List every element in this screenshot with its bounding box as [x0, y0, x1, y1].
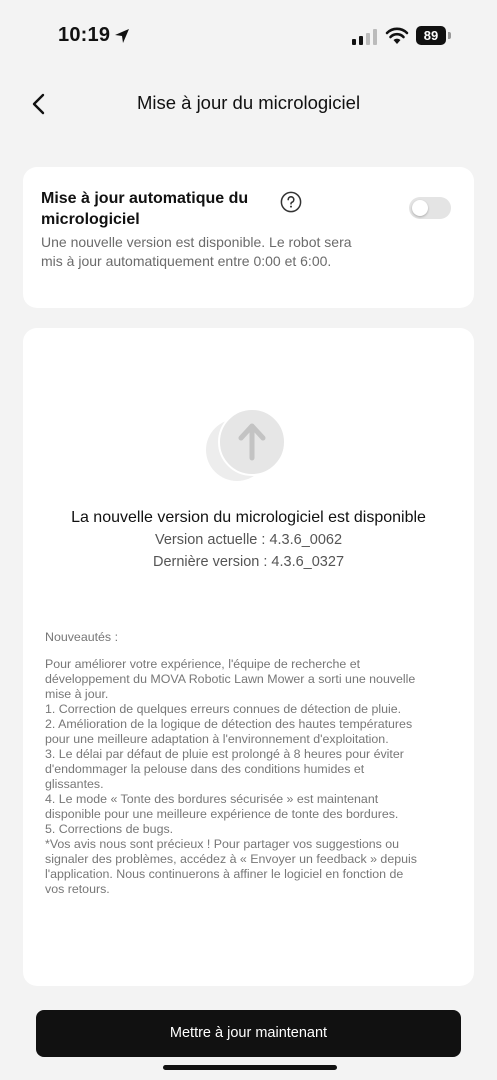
release-notes	[45, 630, 450, 897]
release-notes-line: *Vos avis nous sont précieux ! Pour partager vos suggestions ou	[45, 837, 400, 851]
toggle-knob	[412, 200, 428, 216]
release-notes-line: Pour améliorer votre expérience, l'équipe de recherche et	[45, 657, 361, 671]
auto-update-title: Mise à jour automatique du micrologiciel	[41, 190, 249, 228]
release-notes-line: mise à jour.	[45, 687, 109, 701]
release-notes-line: d'endommager la pelouse dans des conditions humides et	[45, 762, 365, 776]
battery-icon	[416, 26, 446, 45]
latest-version: Dernière version : 4.3.6_0327	[152, 554, 345, 570]
auto-update-description: Une nouvelle version est disponible. Le robot sera mis à jour automatiquement entre 0:00 et 6:00.	[41, 234, 352, 269]
release-notes-line: signaler des problèmes, accédez à « Envoyer un feedback » depuis	[45, 852, 417, 866]
release-notes-line: disponible pour une meilleure expérience de tonte des bordures.	[45, 807, 399, 821]
status-bar	[0, 0, 497, 70]
signal-bars-icon	[352, 29, 378, 45]
battery-level: 89	[423, 28, 439, 43]
location-arrow-icon	[113, 27, 131, 45]
page-title: Mise à jour du micrologiciel	[136, 92, 361, 113]
update-now-button[interactable]: Mettre à jour maintenant	[36, 1010, 461, 1057]
release-notes-line: 2. Amélioration de la logique de détection des hautes températures	[45, 717, 413, 731]
release-notes-line: l'application. Nous continuerons à affiner le logiciel en fonction de	[45, 867, 404, 881]
release-notes-line: développement du MOVA Robotic Lawn Mower a sorti une nouvelle	[45, 672, 416, 686]
auto-update-toggle[interactable]	[409, 197, 451, 219]
firmware-info-card	[23, 328, 474, 986]
auto-update-card	[23, 167, 474, 308]
release-notes-line: 1. Correction de quelques erreurs connues de détection de pluie.	[45, 702, 402, 716]
upload-arrow-icon	[203, 404, 293, 484]
release-notes-line: 3. Le délai par défaut de pluie est prolongé à 8 heures pour éviter	[45, 747, 404, 761]
release-notes-line: vos retours.	[45, 882, 110, 896]
wifi-icon	[385, 26, 409, 46]
home-indicator	[163, 1065, 337, 1070]
firmware-available-heading: La nouvelle version du micrologiciel est disponible	[71, 509, 426, 526]
status-time: 10:19	[58, 24, 111, 46]
battery-cap	[448, 32, 451, 39]
question-circle-icon[interactable]	[280, 191, 302, 213]
release-notes-line: 4. Le mode « Tonte des bordures sécurisée » est maintenant	[45, 792, 379, 806]
current-version: Version actuelle : 4.3.6_0062	[154, 532, 343, 548]
release-notes-line: pour une meilleure adaptation à l'environnement d'exploitation.	[45, 732, 389, 746]
release-notes-line: glissantes.	[45, 777, 104, 791]
release-notes-line: 5. Corrections de bugs.	[45, 822, 174, 836]
release-notes-heading: Nouveautés :	[45, 630, 119, 644]
